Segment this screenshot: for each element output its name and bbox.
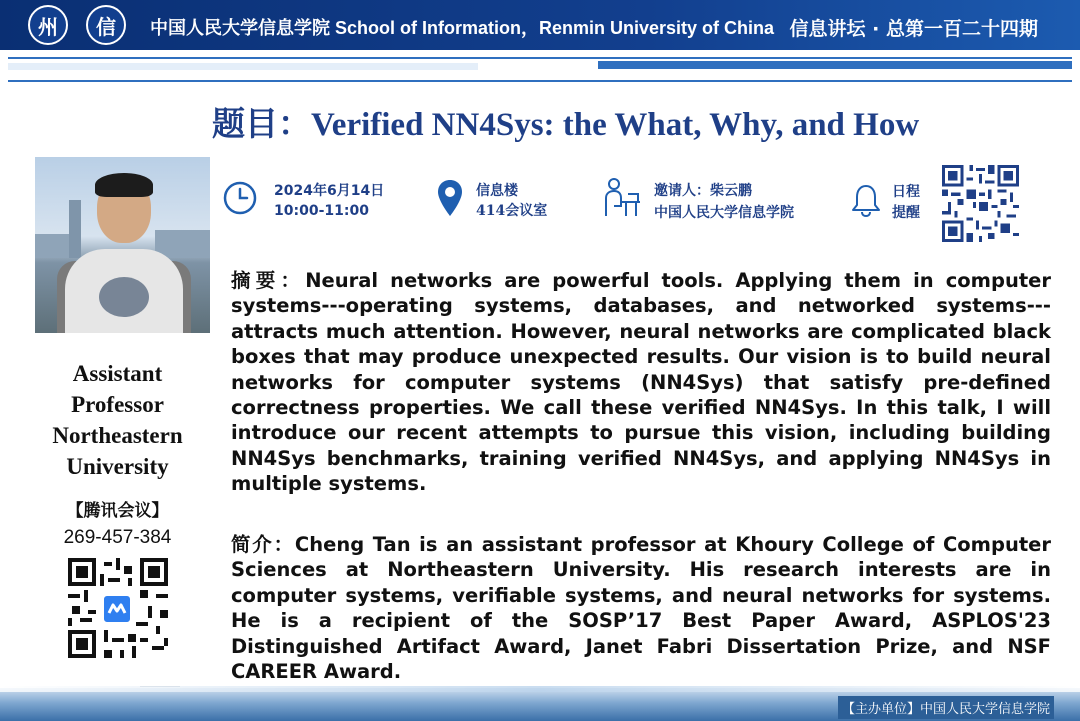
divider [8, 57, 1072, 59]
meeting-label: 【腾讯会议】 [66, 501, 169, 521]
speaker-affiliation-line: University [66, 454, 169, 479]
meeting-id: 269-457-384 [63, 527, 172, 548]
event-time: 10:00-11:00 [274, 203, 369, 219]
inviter-organization: 中国人民大学信息学院 [654, 205, 794, 221]
talk-title: 题目：Verified NN4Sys: the What, Why, and How [212, 107, 920, 143]
organizer-label: 【主办单位】中国人民大学信息学院 [838, 696, 1054, 719]
tencent-meeting-icon [102, 594, 132, 624]
location-pin-icon [436, 178, 464, 218]
divider [0, 686, 1080, 692]
university-logo: 州 [28, 5, 68, 45]
abstract-text: 摘要：Neural networks are powerful tools. Applying them in computer systems---operating systems, databases, and networked systems---attracts much attention. However, neural networks are complicated black boxes that may produce unexpected results. Our vision is to build neural networks for computer systems (NN4Sys) that satisfy pre-defined correctness properties. We call these verified NN4Sys. In this talk, I will introduce our recent attempts to pursue this vision, including building NN4Sys benchmarks, training verified NN4Sys, and applying NN4Sys in multiple systems. [231, 269, 1051, 496]
bell-icon [850, 182, 882, 218]
speaker-bio-text: 简介：Cheng Tan is an assistant professor at Khoury College of Computer Sciences at Northeastern University. His research interests are in computer systems, verifiable systems, and neural networks for systems. He is a recipient of the SOSP’17 Best Paper Award, ASPLOS'23 Distinguished Artifact Award, Janet Fabri Dissertation Prize, and NSF CAREER Award. [231, 533, 1051, 684]
speaker-affiliation-line: Professor [71, 392, 164, 417]
qr-code-icon[interactable] [942, 165, 1019, 242]
header-banner [0, 0, 1080, 50]
event-date: 2024年6月14日 [274, 183, 385, 199]
speaker-affiliation [30, 358, 205, 482]
divider [598, 61, 1072, 69]
speaker-photo [35, 157, 210, 333]
series-label: 信息讲坛 · 总第一百二十四期 [789, 18, 1038, 40]
person-desk-icon [600, 176, 642, 220]
school-logo: 信 [86, 5, 126, 45]
event-building: 信息楼 [476, 183, 518, 199]
header-title: 中国人民大学信息学院 School of Information，Renmin University of China [150, 18, 775, 38]
clock-icon [222, 180, 258, 216]
speaker-affiliation-line: Assistant [72, 361, 163, 386]
reminder-label[interactable]: 提醒 [892, 205, 920, 221]
inviter: 邀请人：柴云鹏 [654, 183, 752, 199]
reminder-label[interactable]: 日程 [892, 184, 920, 200]
divider [8, 63, 478, 70]
speaker-affiliation-line: Northeastern [52, 423, 183, 448]
event-room: 414会议室 [476, 203, 548, 219]
divider [8, 80, 1072, 82]
